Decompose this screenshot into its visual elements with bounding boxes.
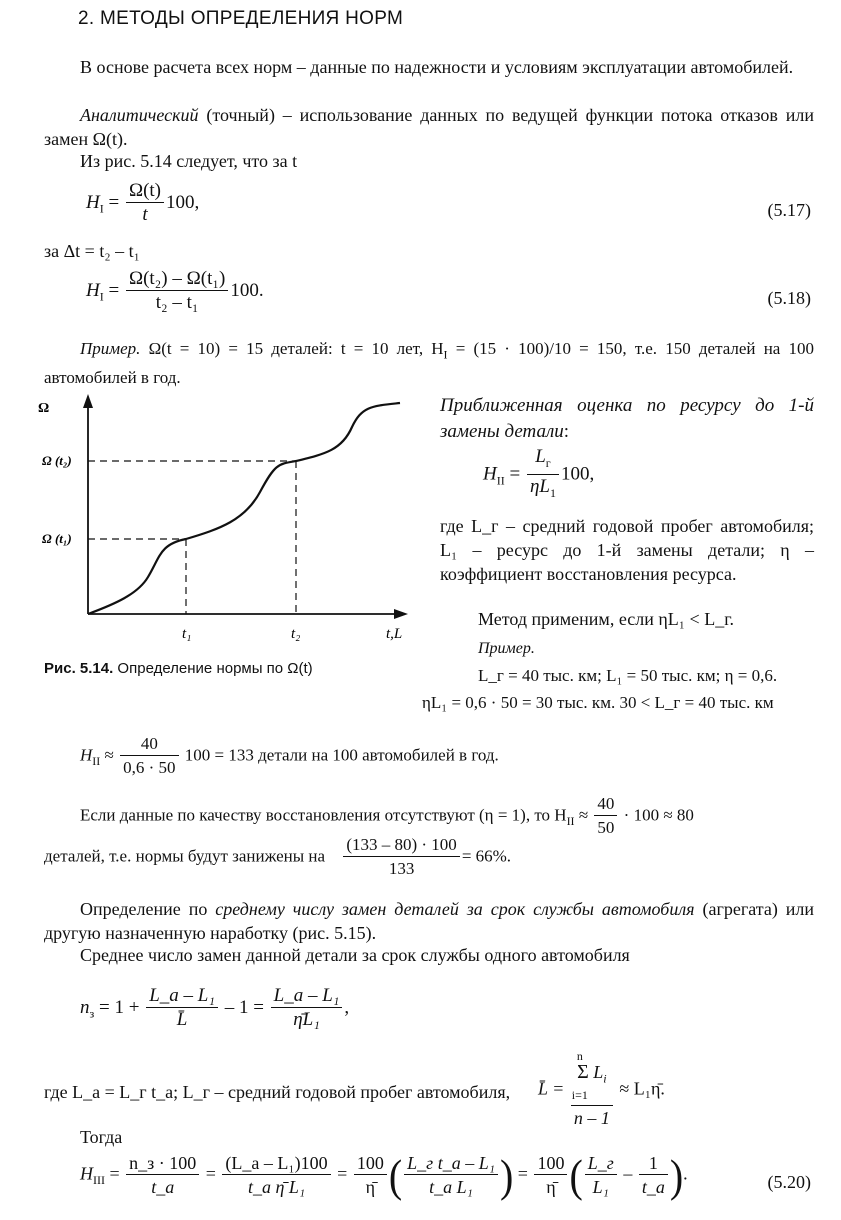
then-text: Тогда [80,1127,123,1147]
eq-fraction-3 [354,1152,387,1199]
sum-term-sub: i [603,1071,607,1086]
section-heading: 2. МЕТОДЫ ОПРЕДЕЛЕНИЯ НОРМ [78,8,404,29]
y-tick-omega-t2: Ω (t₂) [42,453,72,468]
resource-estimate-title [440,393,814,445]
eq-lhs-sub: II [92,753,101,768]
y-axis-label: Ω [38,401,50,416]
eq-end: , [344,996,350,1018]
eq-lhs: H [86,191,100,213]
eq-denominator-3: η̄ [365,1177,376,1197]
eq-lhs: H [80,1163,93,1184]
example-label: Пример. [80,339,141,358]
mean-text-a: Определение по [80,899,216,919]
eta-denominator: 50 [597,818,615,837]
x-axis-label: t,L [386,626,403,642]
eq-approx: ≈ [104,745,114,765]
mean-text-italic: среднему числу замен деталей за срок службы автомобиля [215,899,695,919]
underestimation-text [44,834,511,881]
eq-numerator: Ω(t₂) – Ω(t₁) [126,268,228,291]
eta-sub: II [566,813,575,828]
sum-lower-limit: i=1 [571,1087,588,1102]
eq-denominator: t₂ – t₁ [155,292,199,313]
figure-reference-text: Из рис. 5.14 следует, что за t [80,151,298,171]
mean-text-b: (агрегата) или другую назначенную наработку (рис. 5.15). [44,899,814,943]
eta-text: Если данные по качеству восстановления отсутствуют (η = 1), то H [80,805,567,825]
mean-mileage-formula [538,1048,665,1130]
eq-fraction-2 [222,1152,330,1199]
eq-tail: 100. [230,279,264,301]
equation-5-18: $H_I$ = $\frac{\text{Ω(t₂) – Ω(t₁)}}{\text{t₂ – t₁}}$ 100. [86,268,264,313]
lbar-label: L̄ = [538,1078,565,1099]
eq-lhs: H [86,279,100,301]
eq-fraction [120,733,178,780]
sum-term: L [593,1062,604,1082]
eq-numerator-4: L_г t_a – L₁ [404,1152,498,1175]
analytic-paragraph [44,103,814,151]
eq-denominator-1: L̄ [176,1009,188,1030]
equation-5-20: $H_{III}$ = $\frac{n\_з \cdot 100}{t\_a}$ = $\frac{\text{(L\_a – L₁)100}}{\text{t\_a η̄ L₁}}$ = $\frac{100}{\etā}$ ( $\frac{\text{L\_г t\_a – L₁}}{\text{t\_a L₁}}$ ) = $\frac{100}{\etā}$ ( $\frac{L\_г}{\text{L₁}}$ – $\frac{1}{t\_a}$ ). [80,1149,688,1201]
resource-title-text: Приближенная оценка по ресурсу до 1-й замены детали [440,395,814,442]
omega-curve [88,403,400,614]
eq-lhs-sub: III [93,1173,105,1188]
eq-fraction-2 [271,985,343,1032]
eq-numerator-sub: г [545,455,551,470]
sum-symbol: Σ [577,1061,589,1083]
intro-paragraph: В основе расчета всех норм – данные по надежности и условиям эксплуатации автомобилей. [80,57,794,77]
resource-where-text: где L_г – средний годовой пробег автомобиля; L₁ – ресурс до 1-й замены детали; η – коэффициент восстановления ресурса. [440,516,814,584]
lbar-fraction [571,1048,613,1130]
eq-numerator: L [535,446,546,467]
eq-tail: 100, [560,463,595,485]
eq-denominator-2: η̄L₁ [293,1009,320,1030]
y-tick-omega-t1: Ω (t₁) [42,531,72,546]
sum-upper-limit: n [576,1049,583,1063]
equation-number-5-17: (5.17) [767,200,811,220]
eq-fraction-7 [639,1152,668,1199]
resource-title-colon: : [563,421,570,442]
eta-equals-one-text [80,793,694,840]
equation-number-5-18: (5.18) [767,288,811,308]
eq-fraction-1 [146,985,218,1032]
eq-fraction [527,446,559,505]
delta-interval-text: за Δt = t₂ – t₁ [44,241,140,261]
lbar-tail: ≈ L₁η̄. [619,1078,665,1099]
eq-denominator-sub: 1 [549,485,556,500]
example-text: Ω(t = 10) = 15 деталей: t = 10 лет, H [140,339,444,358]
where-la-text: где L_a = L_г t_a; L_г – средний годовой пробег автомобиля, [44,1082,511,1102]
example-2-line-2: ηL₁ = 0,6 · 50 = 30 тыс. км. 30 < L_г = 40 тыс. км [422,693,774,712]
eq-numerator-3: 100 [354,1152,387,1175]
underest-numerator: (133 – 80) · 100 [343,834,459,857]
eq-denominator-5: η̄ [546,1177,556,1197]
caption-text: Определение нормы по Ω(t) [113,660,313,677]
equation-number-5-20: (5.20) [767,1172,811,1192]
underest-fraction [343,834,459,881]
eq-denominator-1: t_a [151,1177,175,1197]
eq-lhs-sub: з [89,1006,95,1021]
example-2-label: Пример. [478,640,535,657]
eq-fraction [126,180,164,227]
x-tick-t1: t₁ [182,626,192,642]
y-axis-arrow-icon [83,394,93,408]
eta-fraction [594,793,617,840]
eq-denominator: ηL [529,475,550,497]
example-1 [44,337,814,390]
example-2-line-1: L_г = 40 тыс. км; L₁ = 50 тыс. км; η = 0,6. [478,666,778,685]
equation-hii: $H_{II}$ = $\frac{L_г}{\eta L_1}$ 100, [483,446,594,505]
underest-text: деталей, т.е. нормы будут занижены на [44,846,326,866]
x-tick-t2: t₂ [291,626,301,642]
eq-fraction [126,268,228,315]
caption-label: Рис. 5.14. [44,660,114,677]
analytic-text: (точный) – использование данных по ведущей функции потока отказов или замен Ω(t). [44,105,814,149]
eq-denominator-2: t_a η̄ L₁ [247,1177,306,1197]
example-sub: I [443,347,448,362]
eq-numerator-7: 1 [639,1152,668,1175]
eq-denominator-4: t_a L₁ [429,1177,473,1197]
eq-lhs-sub: I [99,201,104,216]
eq-numerator-1: L_a – L₁ [146,985,218,1008]
underest-denominator: 133 [388,859,415,878]
equation-5-17: $H_I$ = $\frac{\Omega(t)}{t}$ 100, [86,180,200,225]
eq-lhs-sub: II [496,473,505,488]
eq-fraction-6 [585,1152,617,1199]
eq-numerator: 40 [120,733,178,756]
eq-denominator: t [142,204,148,225]
eq-numerator-2: L_a – L₁ [271,985,343,1008]
eq-lhs-sub: I [99,289,104,304]
eq-tail: 100, [166,191,200,213]
x-axis-arrow-icon [394,609,408,619]
average-replacements-text: Среднее число замен данной детали за срок службы одного автомобиля [80,945,630,965]
eq-numerator-5: 100 [534,1152,567,1175]
eq-numerator-2: (L_a – L₁)100 [222,1152,330,1175]
eta-numerator: 40 [594,793,617,816]
mean-replacements-paragraph [44,897,814,945]
eq-denominator-6: L₁ [592,1177,609,1197]
eq-part-2: – 1 = [224,996,264,1018]
eq-fraction-1 [126,1152,199,1199]
lbar-denominator: n – 1 [573,1107,610,1128]
eta-tail: · 100 ≈ 80 [623,805,694,825]
eq-numerator-1: n_з · 100 [126,1152,199,1175]
eq-numerator: Ω(t) [126,180,164,203]
eq-numerator-6: L_г [585,1152,617,1175]
eq-denominator: 0,6 · 50 [123,758,176,777]
underest-tail: = 66%. [461,846,512,866]
figure-caption [44,660,313,677]
omega-curve-figure [30,392,430,652]
eq-lhs: n [80,996,90,1018]
eq-lhs: H [483,463,497,485]
analytic-term: Аналитический [80,105,199,125]
eq-fraction-4 [404,1152,498,1199]
eq-tail: 100 = 133 детали на 100 автомобилей в год. [184,745,499,765]
eta-approx: ≈ [578,805,589,825]
equation-nz [80,985,349,1032]
method-applicable-text: Метод применим, если ηL₁ < L_г. [478,609,735,629]
eq-part-1: = 1 + [99,996,140,1018]
example-tail: = (15 · 100)/10 = 150, т.е. 150 деталей на 100 автомобилей в год. [44,339,815,388]
eq-fraction-5 [534,1152,567,1199]
eq-lhs: H [80,745,93,765]
eq-denominator-7: t_a [641,1177,665,1197]
equation-hii-numeric [80,733,499,780]
